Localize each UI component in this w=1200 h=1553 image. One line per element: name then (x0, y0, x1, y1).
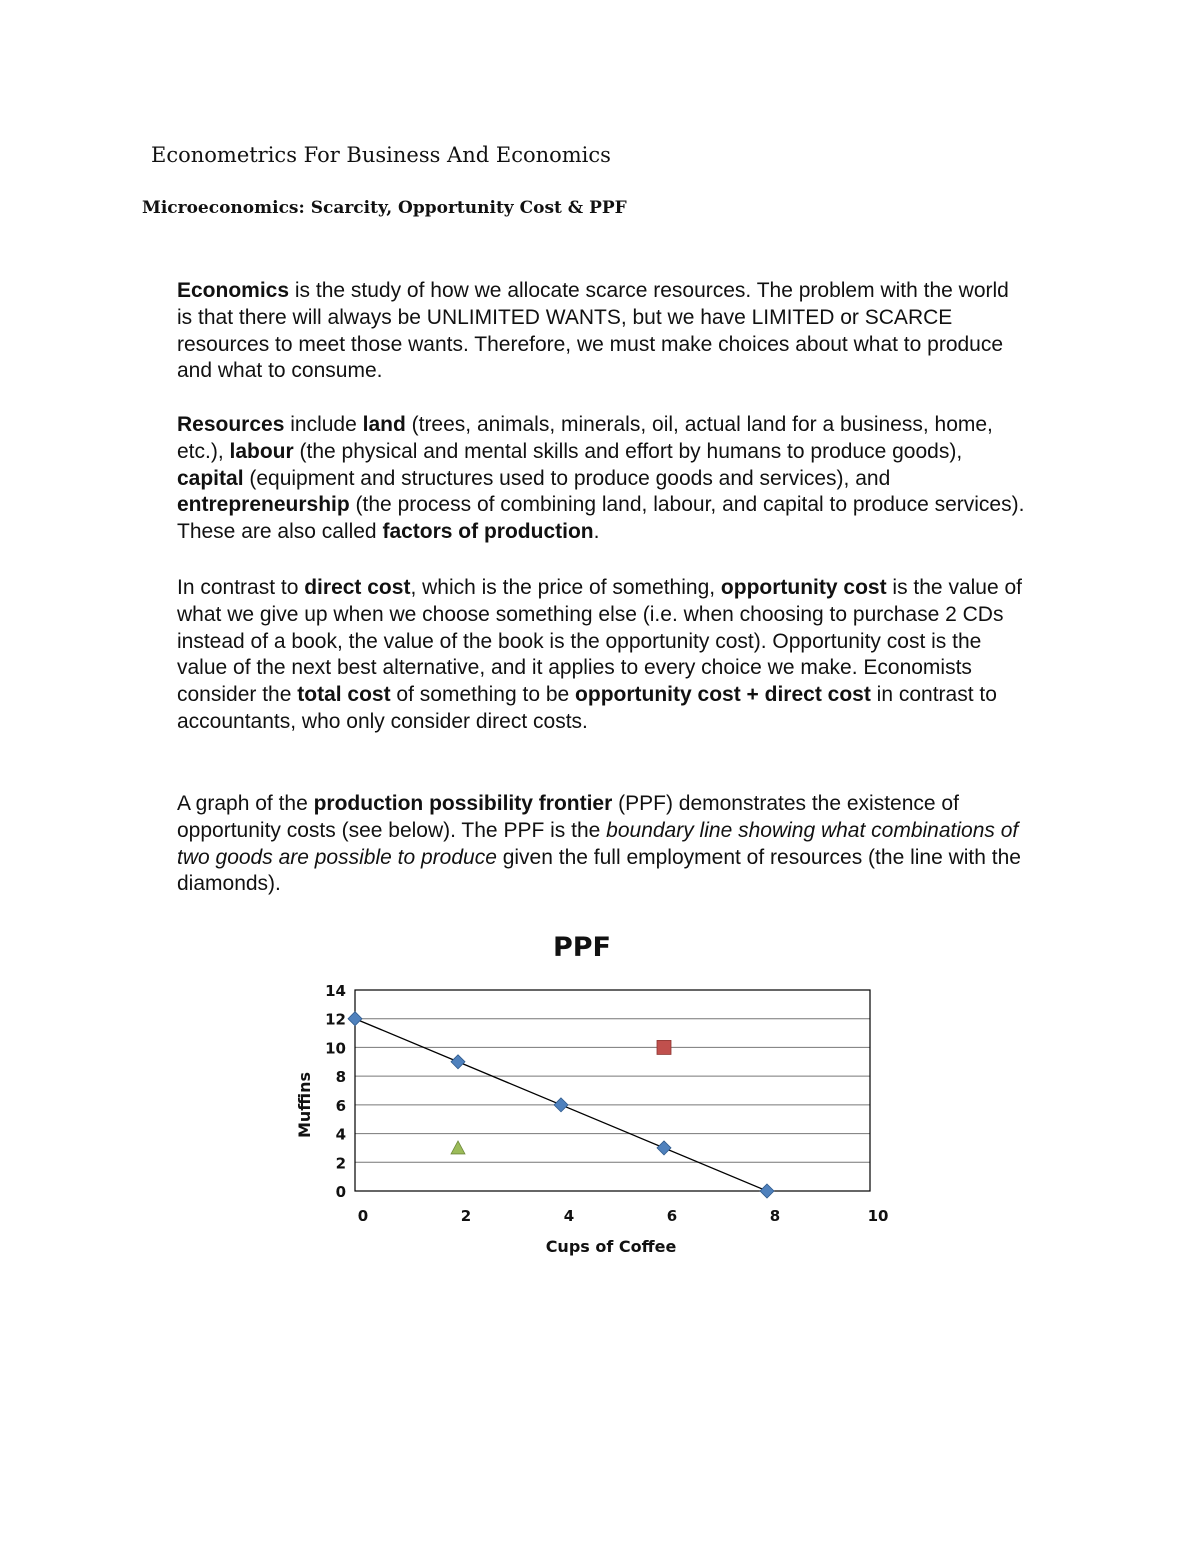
text-run: given the full employment of resources (the line with the diamonds). (177, 845, 1021, 896)
text-run: , which is the price of something, (410, 576, 721, 599)
x-tick-label: 8 (769, 1207, 781, 1225)
paragraph-economics (177, 278, 1027, 385)
y-tick-label: 10 (325, 1039, 346, 1058)
chart-x-axis-label: Cups of Coffee (545, 1237, 677, 1256)
ppf-chart (280, 920, 920, 1265)
text-run: (trees, animals, minerals, oil, actual land for a business, home, etc.), (177, 413, 993, 463)
text-run: in contrast to accountants, who only consider direct costs. (177, 683, 997, 733)
y-tick-label: 2 (335, 1154, 346, 1173)
text-run: of something to be (390, 683, 576, 707)
text-run: A graph of the (177, 792, 314, 815)
y-tick-label: 12 (325, 1010, 346, 1029)
term-economics: Economics (177, 279, 290, 302)
plot-area-frame (355, 990, 870, 1191)
paragraph-resources (177, 412, 1027, 546)
ppf-definition: boundary line showing what combinations of two goods are possible to produce (177, 818, 1019, 869)
term-labour: labour (229, 439, 294, 463)
x-tick-label: 2 (460, 1207, 472, 1225)
ppf-point (657, 1141, 671, 1155)
term-ppf: production possibility frontier (313, 792, 613, 815)
chart-title: PPF (552, 932, 612, 963)
text-run: In contrast to (177, 576, 305, 599)
ppf-point (554, 1098, 568, 1112)
text-run: is the value of what we give up when we choose something else (i.e. when choosing to purchase 2 CDs instead of a book, the value of the book is the opportunity cost). Opportunity cost is the value of the next best alternative, and it applies to every choice we make. Economists consider the (177, 576, 1022, 707)
y-tick-label: 14 (325, 982, 346, 1000)
ppf-point (451, 1055, 465, 1069)
text-run: . (593, 520, 600, 544)
text-run: is the study of how we allocate scarce resources. The problem with the world is that there will always be UNLIMITED WANTS, but we have LIMITED or SCARCE resources to meet those wants. Therefore, we must make choices about what to produce and what to consume. (177, 279, 1009, 383)
term-land: land (362, 413, 406, 436)
term-entrepreneurship: entrepreneurship (177, 493, 350, 517)
inefficient-point (451, 1141, 465, 1154)
unattainable-point (657, 1040, 671, 1054)
term-total-cost: total cost (297, 683, 391, 707)
ppf-point (760, 1184, 774, 1198)
chart-grid (355, 1019, 870, 1163)
x-tick-label: 4 (563, 1207, 575, 1225)
document-title: Econometrics For Business And Economics (151, 143, 611, 167)
term-cost-formula: opportunity cost + direct cost (575, 683, 871, 707)
chart-y-axis-label: Muffins (295, 1071, 314, 1139)
text-run: include (284, 413, 363, 436)
text-run: (the process of combining land, labour, and capital to produce services). These are also called (177, 493, 1025, 544)
y-tick-label: 4 (335, 1125, 346, 1144)
text-run: (the physical and mental skills and effort by humans to produce goods), (293, 439, 963, 463)
x-tick-label: 6 (666, 1207, 678, 1225)
ppf-point (348, 1012, 362, 1026)
document-subtitle: Microeconomics: Scarcity, Opportunity Cost & PPF (142, 198, 627, 218)
term-direct-cost: direct cost (304, 576, 411, 599)
term-resources: Resources (177, 413, 285, 436)
term-capital: capital (177, 466, 244, 490)
term-opportunity-cost: opportunity cost (720, 576, 887, 599)
text-run: (PPF) demonstrates the existence of opportunity costs (see below). The PPF is the (177, 792, 959, 842)
paragraph-opportunity-cost (177, 575, 1027, 736)
y-tick-label: 8 (335, 1068, 346, 1087)
y-tick-label: 6 (335, 1096, 346, 1115)
y-tick-label: 0 (335, 1183, 346, 1201)
x-tick-label: 10 (867, 1207, 889, 1225)
text-run: (equipment and structures used to produce goods and services), and (243, 466, 891, 490)
paragraph-ppf (177, 791, 1027, 898)
x-tick-label: 0 (357, 1207, 369, 1225)
term-factors-of-production: factors of production (382, 520, 594, 544)
